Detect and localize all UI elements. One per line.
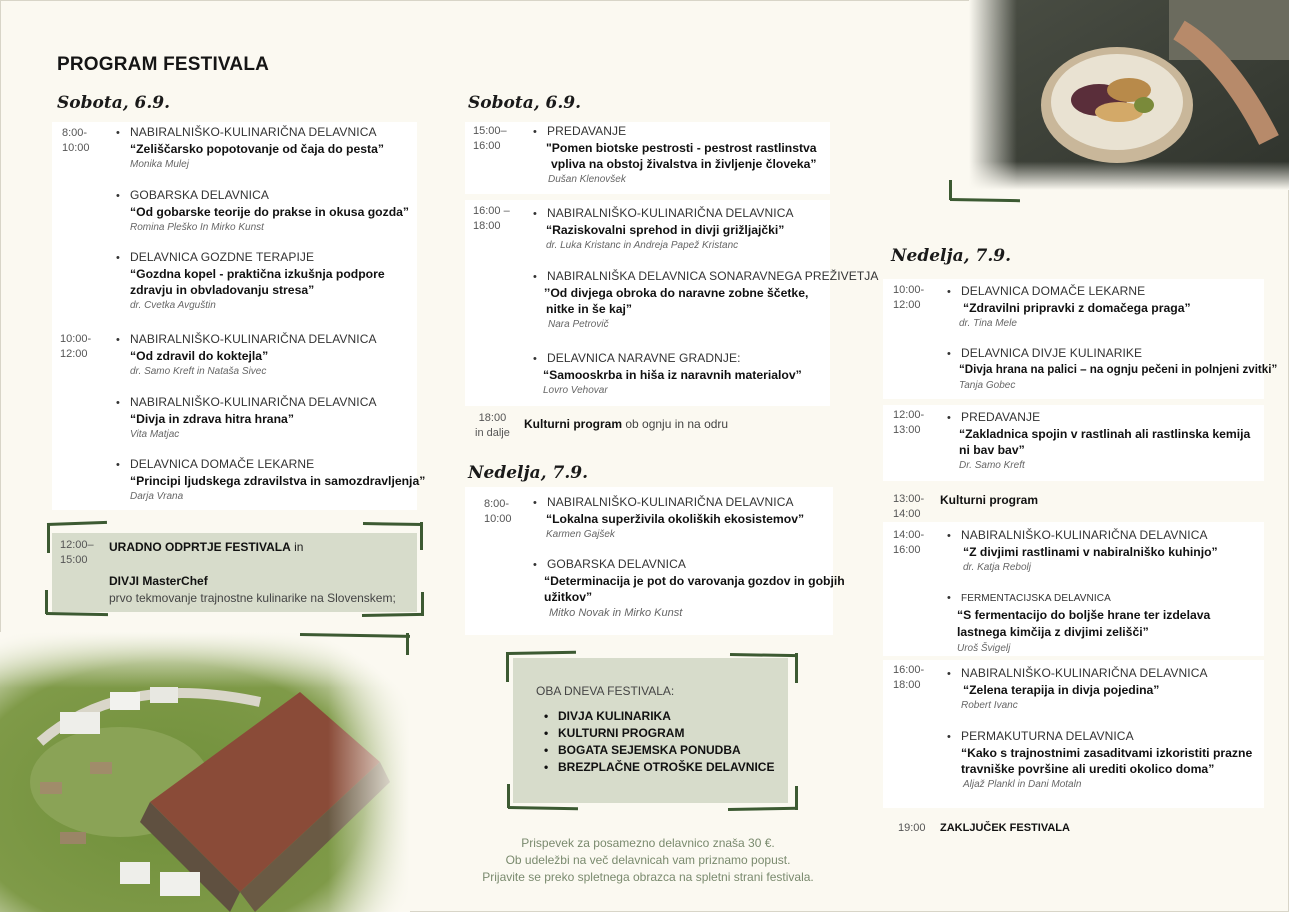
schedule-panel-lecture-2: [883, 405, 1264, 481]
brush-stroke: [47, 523, 50, 553]
time-slot: 10:00- 12:00: [60, 333, 92, 360]
brush-stroke: [507, 784, 510, 808]
food-plate-photo: [969, 0, 1289, 190]
schedule-panel-sunday-late-morning: [883, 279, 1278, 399]
list-item: • NABIRALNIŠKO-KULINARIČNA DELAVNICA “Zelena terapija in divja pojedina” Robert Ivanc: [947, 666, 1208, 711]
time-slot: 10:00- 12:00: [893, 284, 925, 311]
schedule-panel-afternoon: [465, 200, 879, 406]
list-item: • BOGATA SEJEMSKA PONUDBA: [536, 742, 774, 759]
time-slot: 13:00- 14:00: [893, 493, 925, 520]
day-heading-saturday: Sobota, 6.9.: [57, 93, 171, 113]
cultural-program: 13:00- 14:00 Kulturni program: [893, 493, 1038, 520]
brush-stroke: [950, 198, 1020, 202]
page-title: PROGRAM FESTIVALA: [57, 54, 270, 75]
list-item: • BREZPLAČNE OTROŠKE DELAVNICE: [536, 759, 774, 776]
list-item: • KULTURNI PROGRAM: [536, 725, 774, 742]
both-days-heading: OBA DNEVA FESTIVALA:: [536, 684, 675, 698]
brush-stroke: [421, 592, 424, 616]
time-slot: 15:00– 16:00: [473, 125, 507, 152]
list-item: • NABIRALNIŠKO-KULINARIČNA DELAVNICA “Divja in zdrava hitra hrana” Vita Matjac: [116, 395, 377, 440]
schedule-panel-sunday-morning: [465, 487, 845, 635]
list-item: • NABIRALNIŠKO-KULINARIČNA DELAVNICA “Raziskovalni sprehod in divji grižljajčki” dr. Luka Kristanc in Andreja Papež Kristanc: [533, 206, 794, 251]
list-item: • NABIRALNIŠKO-KULINARIČNA DELAVNICA “Zeliščarsko popotovanje od čaja do pesta” Monika Mulej: [116, 125, 384, 170]
list-item: • NABIRALNIŠKO-KULINARIČNA DELAVNICA “Lokalna superživila okoliških ekosistemov” Karmen Gajšek: [533, 495, 805, 540]
list-item: • DIVJA KULINARIKA: [536, 708, 774, 725]
brush-stroke: [45, 590, 48, 614]
time-slot: 19:00: [898, 822, 926, 834]
brush-stroke: [506, 651, 576, 655]
list-item: • NABIRALNIŠKO-KULINARIČNA DELAVNICA “Od zdravil do koktejla” dr. Samo Kreft in Nataša Sivec: [116, 332, 377, 377]
time-slot: 18:00 in dalje: [475, 412, 510, 439]
list-item: • DELAVNICA NARAVNE GRADNJE: “Samooskrba in hiša iz naravnih materialov” Lovro Vehovar: [533, 351, 802, 396]
list-item: • GOBARSKA DELAVNICA “Determinacija je pot do varovanja gozdov in gobjih užitkov” Mitko Novak in Mirko Kunst: [533, 557, 845, 619]
list-item: • NABIRALNIŠKO-KULINARIČNA DELAVNICA “Z divjimi rastlinami v nabiralniško kuhinjo” dr. Katja Rebolj: [947, 528, 1218, 573]
day-heading-sunday: Nedelja, 7.9.: [468, 463, 589, 483]
list-item: • FERMENTACIJSKA DELAVNICA “S fermentacijo do boljše hrane ter izdelava lastnega kimčija z divjimi zelišči” Uroš Švigelj: [947, 592, 1211, 654]
time-slot: 12:00– 15:00: [60, 539, 94, 566]
schedule-panel-sunday-afternoon: [883, 522, 1264, 656]
brush-stroke: [46, 612, 108, 616]
schedule-panel-sunday-evening: [883, 660, 1264, 808]
list-item: • NABIRALNIŠKA DELAVNICA SONARAVNEGA PREŽIVETJA ’’Od divjega obroka do naravne zobne ščetke, nitke in še kaj” Nara Petrovič: [533, 269, 879, 330]
brush-stroke: [506, 652, 509, 682]
brush-stroke: [795, 653, 798, 683]
list-item: • DELAVNICA DOMAČE LEKARNE “Zdravilni pripravki z domačega praga” dr. Tina Mele: [947, 284, 1191, 329]
list-item: • PREDAVANJE “Zakladnica spojin v rastlinah ali rastlinska kemija ni bav bav” Dr. Samo Kreft: [947, 410, 1251, 471]
brush-stroke: [728, 807, 798, 811]
list-item: • PREDAVANJE "Pomen biotske pestrosti - pestrost rastlinstva vpliva na obstoj živalstva in življenje človeka” Dušan Klenovšek: [533, 124, 817, 185]
time-slot: 16:00- 18:00: [893, 664, 925, 691]
day-heading-sunday-2: Nedelja, 7.9.: [891, 246, 1012, 266]
brush-stroke: [362, 613, 424, 617]
brush-stroke: [730, 653, 798, 657]
both-days-list: [536, 708, 774, 776]
list-item: • PERMAKUTURNA DELAVNICA “Kako s trajnostnimi zasaditvami izkoristiti prazne travniške površine ali urediti okolico doma” Aljaž Plankl in Dani Motaln: [947, 729, 1253, 790]
brush-stroke: [420, 522, 423, 550]
time-slot: 16:00 – 18:00: [473, 205, 510, 232]
both-days-box: [513, 658, 788, 803]
brush-stroke: [406, 633, 409, 655]
time-slot: 8:00- 10:00: [484, 498, 512, 525]
list-item: • DELAVNICA DOMAČE LEKARNE “Principi ljudskega zdravilstva in samozdravljenja” Darja Vrana: [116, 457, 426, 502]
opening-ceremony-box: 12:00– 15:00 URADNO ODPRTJE FESTIVALA in DIVJI MasterChef prvo tekmovanje trajnostne kulinarike na Slovenskem;: [52, 533, 417, 612]
brush-stroke: [47, 521, 107, 526]
time-slot: 12:00- 13:00: [893, 409, 925, 436]
festival-aerial-photo: [0, 632, 410, 912]
time-slot: 8:00- 10:00: [62, 127, 90, 154]
brush-stroke: [508, 806, 578, 810]
day-heading-saturday-2: Sobota, 6.9.: [468, 93, 582, 113]
brush-stroke: [795, 786, 798, 810]
schedule-panel-lecture: [465, 122, 830, 194]
list-item: • DELAVNICA GOZDNE TERAPIJE “Gozdna kopel - praktična izkušnja podpore zdravju in obvladovanju stresa” dr. Cvetka Avguštin: [116, 250, 385, 311]
list-item: • DELAVNICA DIVJE KULINARIKE “Divja hrana na palici – na ognju pečeni in polnjeni zvitki” Tanja Gobec: [947, 346, 1278, 391]
brush-stroke: [949, 180, 952, 200]
list-item: • GOBARSKA DELAVNICA “Od gobarske teorije do prakse in okusa gozda” Romina Pleško In Mirko Kunst: [116, 188, 410, 233]
festival-closing: 19:00 ZAKLJUČEK FESTIVALA: [898, 822, 1070, 834]
schedule-panel-saturday-morning: [52, 122, 426, 510]
price-note: Prispevek za posamezno delavnico znaša 30 €. Ob udeležbi na več delavnicah vam priznamo popust. Prijavite se preko spletnega obrazca na spletni strani festivala.: [482, 836, 814, 884]
brush-stroke: [363, 522, 423, 526]
evening-program: 18:00 in dalje Kulturni program ob ognju in na odru: [475, 412, 729, 439]
time-slot: 14:00- 16:00: [893, 529, 925, 556]
